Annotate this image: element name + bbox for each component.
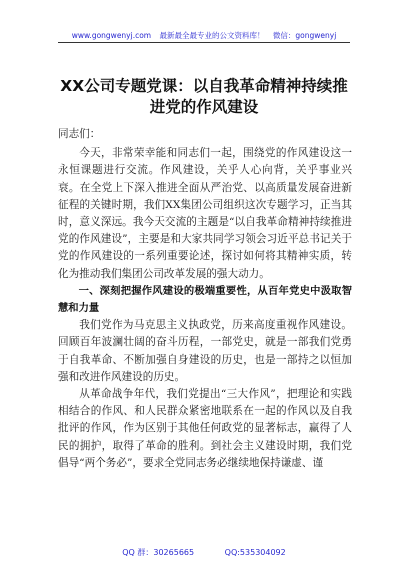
document-body	[58, 126, 352, 472]
footer-qq-group: QQ 群：30265665	[122, 548, 195, 557]
page-footer	[0, 547, 408, 558]
section1-paragraph-2: 从革命战争年代，我们党提出“三大作风”，把理论和实践相结合的作风、和人民群众紧密地联系在一起的作风以及自我批评的作风，作为区别于其他任何政党的显著标志，赢得了人民的拥护，取得了革命的胜利。到社会主义建设时期，我们党倡导“两个务必”，要求全党同志务必继续地保持谦虚、谨	[58, 388, 352, 469]
section1-paragraph-1: 我们党作为马克思主义执政党，历来高度重视作风建设。回顾百年波澜壮阔的奋斗历程，一部党史，就是一部我们党勇于自我革命、不断加强自身建设的历史，也是一部持之以恒加强和改进作风建设的历史。	[58, 319, 352, 383]
footer-qq: QQ:535304092	[224, 548, 286, 557]
header-site: www.gongwenyj.com	[71, 31, 152, 40]
page-header	[0, 30, 408, 41]
header-wechat: 微信：gongwenyj	[272, 31, 337, 40]
section-heading-1: 一、深刻把握作风建设的极端重要性，从百年党史中汲取智慧和力量	[58, 284, 352, 315]
salutation: 同志们：	[58, 128, 101, 140]
header-divider	[58, 42, 350, 43]
document-title: XX公司专题党课：以自我革命精神持续推进党的作风建设	[60, 77, 348, 116]
intro-paragraph: 今天，非常荣幸能和同志们一起，围绕党的作风建设这一永恒课题进行交流。作风建设，关乎人心向背，关乎事业兴衰。在全党上下深入推进全面从严治党、以高质量发展奋进新征程的关键时期，我们XX集团公司组织这次专题学习，正当其时，意义深远。我今天交流的主题是“以自我革命精神持续推进党的作风建设”，主要是和大家共同学习领会习近平总书记关于党的作风建设的一系列重要论述，探讨如何将其精神实质，转化为推动我们集团公司改革发展的强大动力。	[58, 147, 352, 280]
header-slogan: 最新最全最专业的公文资料库！	[159, 31, 265, 40]
